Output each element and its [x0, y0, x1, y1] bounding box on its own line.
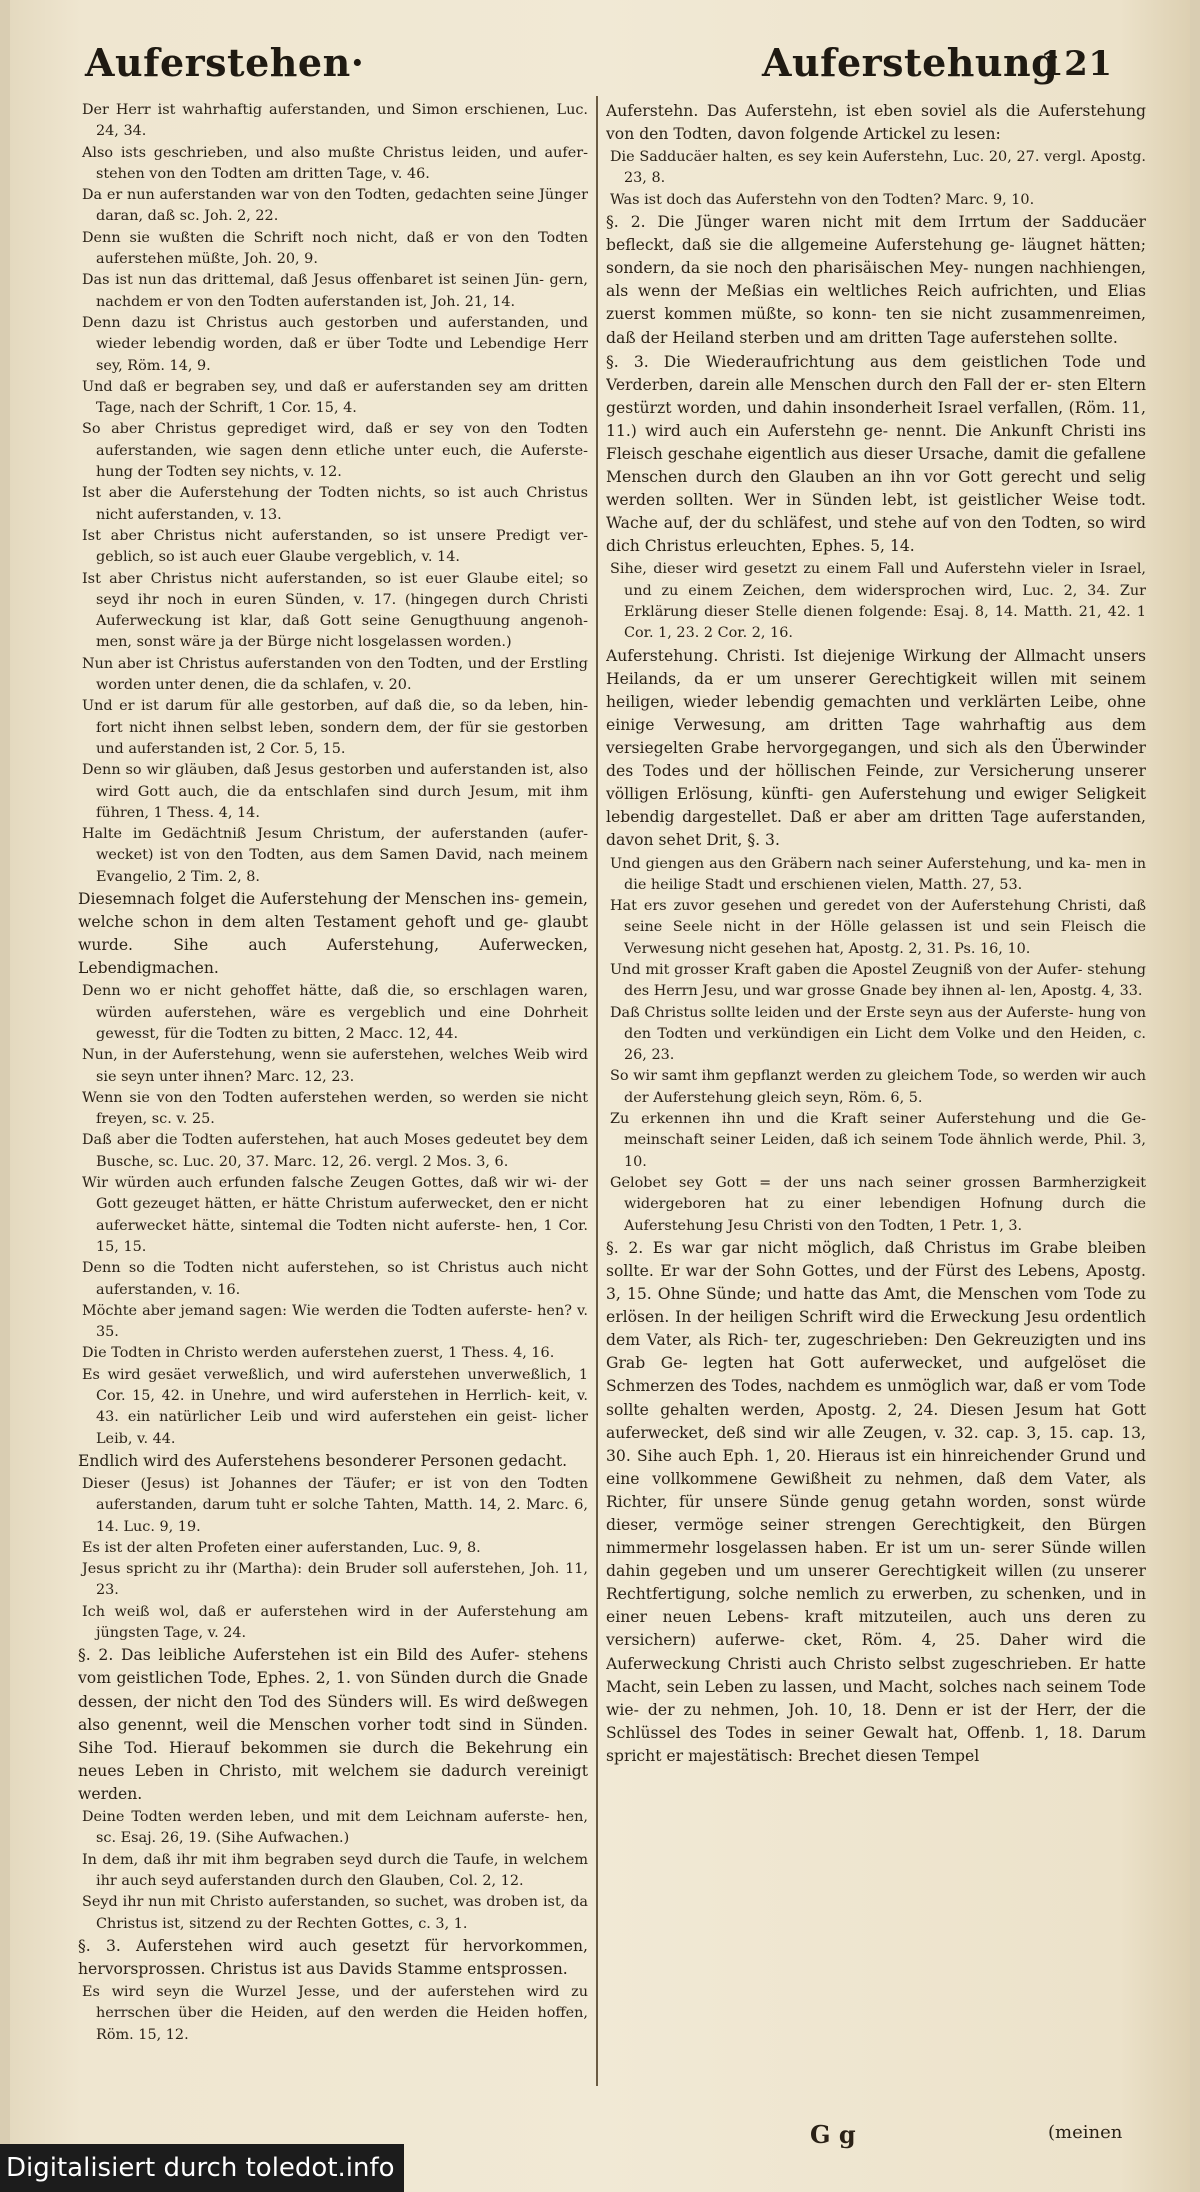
- left-column: [78, 100, 588, 2110]
- citation-paragraph: Hat ers zuvor gesehen und geredet von der Auferstehung Christi, daß seine Seele nicht in der Hölle gelassen ist und sein Fleisch die Verwesung nicht gesehen hat, Apostg. 2, 31. Ps. 16, 10.: [610, 898, 1146, 957]
- citation-paragraph: Deine Todten werden leben, und mit dem Leichnam auferste- hen, sc. Esaj. 26, 19. (Sihe Aufwachen.): [82, 1809, 588, 1847]
- citation-paragraph: Denn dazu ist Christus auch gestorben und auferstanden, und wieder lebendig worden, daß er über Todte und Lebendige Herr sey, Röm. 14, 9.: [82, 314, 588, 374]
- running-head-right: Auferstehung: [762, 40, 1059, 85]
- citation-paragraph: So wir samt ihm gepflanzt werden zu gleichem Tode, so werden wir auch der Auferstehung gleich seyn, Röm. 6, 5.: [610, 1068, 1146, 1106]
- right-column: [606, 100, 1146, 2130]
- body-paragraph: §. 2. Es war gar nicht möglich, daß Christus im Grabe bleiben sollte. Er war der Sohn Gottes, und der Fürst des Lebens, Apostg. 3, 15. Ohne Sünde; und hatte das Amt, die Menschen vom Tode zu erlösen. In der heiligen Schrift wird die Erweckung Jesu ordentlich dem Vater, als Rich- ter, zugeschrieben: Den Gekreuzigten und ins Grab Ge- legten hat Gott auferwecket, und aufgelöset die Schmerzen des Todes, nachdem es unmöglich war, daß er vom Tode sollte gehalten werden, Apostg. 2, 24. Diesen Jesum hat Gott auferwecket, deß sind wir alle Zeugen, v. 32. cap. 3, 15. cap. 13, 30. Sihe auch Eph. 1, 20. Hieraus ist ein hinreichender Grund und eine vollkommene Gewißheit zu nehmen, daß dem Vater, als Richter, für unsere Sünde genug getahn worden, sonst würde dieser, vermöge seiner strengen Gerechtigkeit, den Bürgen nimmermehr losgelassen haben. Er ist um un- serer Sünde willen dahin gegeben und um unserer Gerechtigkeit willen (zu unserer Rechtfertigung, solche nemlich zu erwerben, zu schenken, und in einer neuen Lebens- kraft mitzuteilen, auch uns deren zu versichern) auferwe- cket, Röm. 4, 25. Daher wird die Auferweckung Christi auch Christo selbst zugeschrieben. Er hatte Macht, sein Leben zu lassen, und Macht, solches nach seinem Tode wie- der zu nehmen, Joh. 10, 18. Denn er ist der Herr, der die Schlüssel des Todes in seiner Gewalt hat, Offenb. 1, 18. Darum spricht er majestätisch: Brechet diesen Tempel: [606, 1238, 1146, 1765]
- citation-paragraph: Da er nun auferstanden war von den Todten, gedachten seine Jünger daran, daß sc. Joh. 2, 22.: [82, 187, 588, 225]
- body-paragraph: §. 2. Die Jünger waren nicht mit dem Irrtum der Sadducäer befleckt, daß sie die allgemeine Auferstehung ge- läugnet hätten; sondern, da sie noch den pharisäischen Mey- nungen nachhiengen, als wenn der Meßias ein weltliches Reich aufrichten, und Elias zuerst kommen müßte, so konn- ten sie nicht zusammenreimen, daß der Heiland sterben und am dritten Tage auferstehen sollte.: [606, 213, 1146, 347]
- citation-paragraph: Dieser (Jesus) ist Johannes der Täufer; er ist von den Todten auferstanden, darum tuht er solche Tahten, Matth. 14, 2. Marc. 6, 14. Luc. 9, 19.: [82, 1475, 588, 1535]
- citation-paragraph: Die Todten in Christo werden auferstehen zuerst, 1 Thess. 4, 16.: [82, 1345, 555, 1362]
- citation-paragraph: Es wird gesäet verweßlich, und wird auferstehen unverweßlich, 1 Cor. 15, 42. in Unehre, und wird auferstehen in Herrlich- keit, v. 43. ein natürlicher Leib und wird auferstehen ein geist- licher Leib, v. 44.: [82, 1366, 588, 1447]
- digitization-banner: [0, 2144, 404, 2192]
- citation-paragraph: Halte im Gedächtniß Jesum Christum, der auferstanden (aufer- wecket) ist von den Todten, aus dem Samen David, nach meinem Evangelio, 2 Tim. 2, 8.: [82, 826, 588, 885]
- citation-paragraph: Und daß er begraben sey, und daß er auferstanden sey am dritten Tage, nach der Schrift, 1 Cor. 15, 4.: [82, 378, 588, 417]
- citation-paragraph: Und er ist darum für alle gestorben, auf daß die, so da leben, hin- fort nicht ihnen selbst leben, sondern dem, der für sie gestorben und auferstanden ist, 2 Cor. 5, 15.: [82, 698, 588, 757]
- citation-paragraph: Zu erkennen ihn und die Kraft seiner Auferstehung und die Ge- meinschaft seiner Leiden, daß ich seinem Tode ähnlich werde, Phil. 3, 10.: [610, 1111, 1146, 1170]
- body-paragraph: §. 2. Das leibliche Auferstehen ist ein Bild des Aufer- stehens vom geistlichen Tode, Ephes. 2, 1. von Sünden durch die Gnade dessen, der nicht den Tod des Sünders will. Es wird deßwegen also genennt, weil die Menschen vorher todt sind in Sünden. Sihe Tod. Hierauf bekommen sie durch die Bekehrung ein neues Leben in Christo, mit welchem sie dadurch vereinigt werden.: [78, 1646, 588, 1803]
- citation-paragraph: Wir würden auch erfunden falsche Zeugen Gottes, daß wir wi- der Gott gezeuget hätten, er hätte Christum auferwecket, den er nicht auferwecket hätte, sintemal die Todten nicht auferste- hen, 1 Cor. 15, 15.: [82, 1175, 588, 1255]
- citation-paragraph: Denn sie wußten die Schrift noch nicht, daß er von den Todten auferstehen müßte, Joh. 20, 9.: [82, 229, 588, 268]
- column-divider: [596, 96, 598, 2086]
- body-paragraph: §. 3. Auferstehen wird auch gesetzt für hervorkommen, hervorsprossen. Christus ist aus Davids Stamme entsprossen.: [78, 1936, 588, 1978]
- banner-text: Digitalisiert durch toledot.info: [6, 2153, 395, 2183]
- citation-paragraph: Ist aber die Auferstehung der Todten nichts, so ist auch Christus nicht auferstanden, v. 13.: [82, 485, 588, 523]
- citation-paragraph: Und mit grosser Kraft gaben die Apostel Zeugniß von der Aufer- stehung des Herrn Jesu, und war grosse Gnade bey ihnen al- len, Apostg. 4, 33.: [610, 962, 1146, 1000]
- citation-paragraph: Wenn sie von den Todten auferstehen werden, so werden sie nicht freyen, sc. v. 25.: [82, 1089, 588, 1128]
- body-paragraph: §. 3. Die Wiederaufrichtung aus dem geistlichen Tode und Verderben, darein alle Menschen durch den Fall der er- sten Eltern gestürzt worden, und dahin insonderheit Israel verfallen, (Röm. 11, 11.) wird auch ein Auferstehn ge- nennt. Die Ankunft Christi ins Fleisch geschahe eigentlich aus dieser Ursache, damit die gefallene Menschen durch den Glauben an ihn vor Gott gerecht und selig werden sollten. Wer in Sünden lebt, ist geistlicher Weise todt. Wache auf, der du schläfest, und stehe auf von den Todten, so wird dich Christus erleuchten, Ephes. 5, 14.: [606, 352, 1146, 556]
- citation-paragraph: Denn wo er nicht gehoffet hätte, daß die, so erschlagen waren, würden auferstehen, wäre es vergeblich und eine Dohrheit gewesst, für die Todten zu bitten, 2 Macc. 12, 44.: [82, 983, 588, 1042]
- book-page: [10, 0, 1190, 2192]
- citation-paragraph: In dem, daß ihr mit ihm begraben seyd durch die Taufe, in welchem ihr auch seyd auferstanden durch den Glauben, Col. 2, 12.: [82, 1851, 588, 1889]
- citation-paragraph: Es wird seyn die Wurzel Jesse, und der auferstehen wird zu herrschen über die Heiden, auf den werden die Heiden hoffen, Röm. 15, 12.: [82, 1983, 588, 2043]
- catchword: (meinen: [1048, 2122, 1123, 2143]
- citation-paragraph: Die Sadducäer halten, es sey kein Auferstehn, Luc. 20, 27. vergl. Apostg. 23, 8.: [610, 149, 1146, 187]
- citation-paragraph: So aber Christus geprediget wird, daß er sey von den Todten auferstanden, wie sagen denn etliche unter euch, die Auferste- hung der Todten sey nichts, v. 12.: [82, 421, 588, 481]
- citation-paragraph: Das ist nun das drittemal, daß Jesus offenbaret ist seinen Jün- gern, nachdem er von den Todten auferstanden ist, Joh. 21, 14.: [82, 272, 588, 310]
- citation-paragraph: Was ist doch das Auferstehn von den Todten? Marc. 9, 10.: [610, 191, 1035, 208]
- page-number: 121: [1040, 44, 1113, 84]
- citation-paragraph: Sihe, dieser wird gesetzt zu einem Fall und Auferstehn vieler in Israel, und zu einem Zeichen, dem widersprochen wird, Luc. 2, 34. Zur Erklärung dieser Stelle dienen folgende: Esaj. 8, 14. Matth. 21, 42. 1 Cor. 1, 23. 2 Cor. 2, 16.: [610, 561, 1146, 642]
- body-paragraph: Endlich wird des Auferstehens besonderer Personen gedacht.: [78, 1451, 568, 1470]
- citation-paragraph: Daß Christus sollte leiden und der Erste seyn aus der Auferste- hung von den Todten und verkündigen ein Licht dem Volke und den Heiden, c. 26, 23.: [610, 1004, 1146, 1064]
- running-head-left: Auferstehen·: [85, 40, 365, 85]
- citation-paragraph: Nun, in der Auferstehung, wenn sie auferstehen, welches Weib wird sie seyn unter ihnen? Marc. 12, 23.: [82, 1047, 588, 1085]
- citation-paragraph: Und giengen aus den Gräbern nach seiner Auferstehung, und ka- men in die heilige Stadt und erschienen vielen, Matth. 27, 53.: [610, 855, 1146, 893]
- body-paragraph: Auferstehung. Christi. Ist diejenige Wirkung der Allmacht unsers Heilands, da er um unserer Gerechtigkeit willen mit seinem heiligen, wieder lebendig gemachten und verklärten Leibe, ohne einige Verwesung, am dritten Tage wahrhaftig aus dem versiegelten Grabe hervorgegangen, und sich als den Überwinder des Todes und der höllischen Feinde, zur Versicherung unserer völligen Erlösung, künfti- gen Auferstehung und ewiger Seligkeit lebendig dargestellet. Daß er aber am dritten Tage auferstanden, davon sehet Drit, §. 3.: [606, 646, 1146, 850]
- citation-paragraph: Gelobet sey Gott = der uns nach seiner grossen Barmherzigkeit widergeboren hat zu einer lebendigen Hofnung durch die Auferstehung Jesu Christi von den Todten, 1 Petr. 1, 3.: [610, 1174, 1146, 1234]
- citation-paragraph: Denn so die Todten nicht auferstehen, so ist Christus auch nicht auferstanden, v. 16.: [82, 1260, 588, 1298]
- citation-paragraph: Es ist der alten Profeten einer auferstanden, Luc. 9, 8.: [82, 1539, 481, 1556]
- body-paragraph: Auferstehn. Das Auferstehn, ist eben soviel als die Auferstehung von den Todten, davon folgende Artickel zu lesen:: [606, 102, 1146, 144]
- citation-paragraph: Ich weiß wol, daß er auferstehen wird in der Auferstehung am jüngsten Tage, v. 24.: [82, 1603, 588, 1642]
- citation-paragraph: Der Herr ist wahrhaftig auferstanden, und Simon erschienen, Luc. 24, 34.: [82, 102, 588, 140]
- citation-paragraph: Nun aber ist Christus auferstanden von den Todten, und der Erstling worden unter denen, die da schlafen, v. 20.: [82, 655, 588, 694]
- citation-paragraph: Möchte aber jemand sagen: Wie werden die Todten auferste- hen? v. 35.: [82, 1302, 588, 1341]
- signature-mark: G g: [810, 2120, 856, 2149]
- body-paragraph: Diesemnach folget die Auferstehung der Menschen ins- gemein, welche schon in dem alten Testament gehoft und ge- glaubt wurde. Sihe auch Auferstehung, Auferwecken, Lebendigmachen.: [78, 889, 588, 978]
- citation-paragraph: Ist aber Christus nicht auferstanden, so ist unsere Predigt ver- geblich, so ist auch euer Glaube vergeblich, v. 14.: [82, 527, 588, 566]
- citation-paragraph: Also ists geschrieben, und also mußte Christus leiden, und aufer- stehen von den Todten am dritten Tage, v. 46.: [82, 144, 588, 182]
- citation-paragraph: Ist aber Christus nicht auferstanden, so ist euer Glaube eitel; so seyd ihr noch in euren Sünden, v. 17. (hingegen durch Christi Auferweckung ist klar, daß Gott seine Genugthuung angenoh- men, sonst wäre ja der Bürge nicht losgelassen worden.): [82, 570, 588, 651]
- citation-paragraph: Seyd ihr nun mit Christo auferstanden, so suchet, was droben ist, da Christus ist, sitzend zu der Rechten Gottes, c. 3, 1.: [82, 1894, 588, 1932]
- citation-paragraph: Daß aber die Todten auferstehen, hat auch Moses gedeutet bey dem Busche, sc. Luc. 20, 37. Marc. 12, 26. vergl. 2 Mos. 3, 6.: [82, 1132, 588, 1170]
- citation-paragraph: Denn so wir gläuben, daß Jesus gestorben und auferstanden ist, also wird Gott auch, die da entschlafen sind durch Jesum, mit ihm führen, 1 Thess. 4, 14.: [82, 762, 588, 821]
- citation-paragraph: Jesus spricht zu ihr (Martha): dein Bruder soll auferstehen, Joh. 11, 23.: [82, 1561, 588, 1599]
